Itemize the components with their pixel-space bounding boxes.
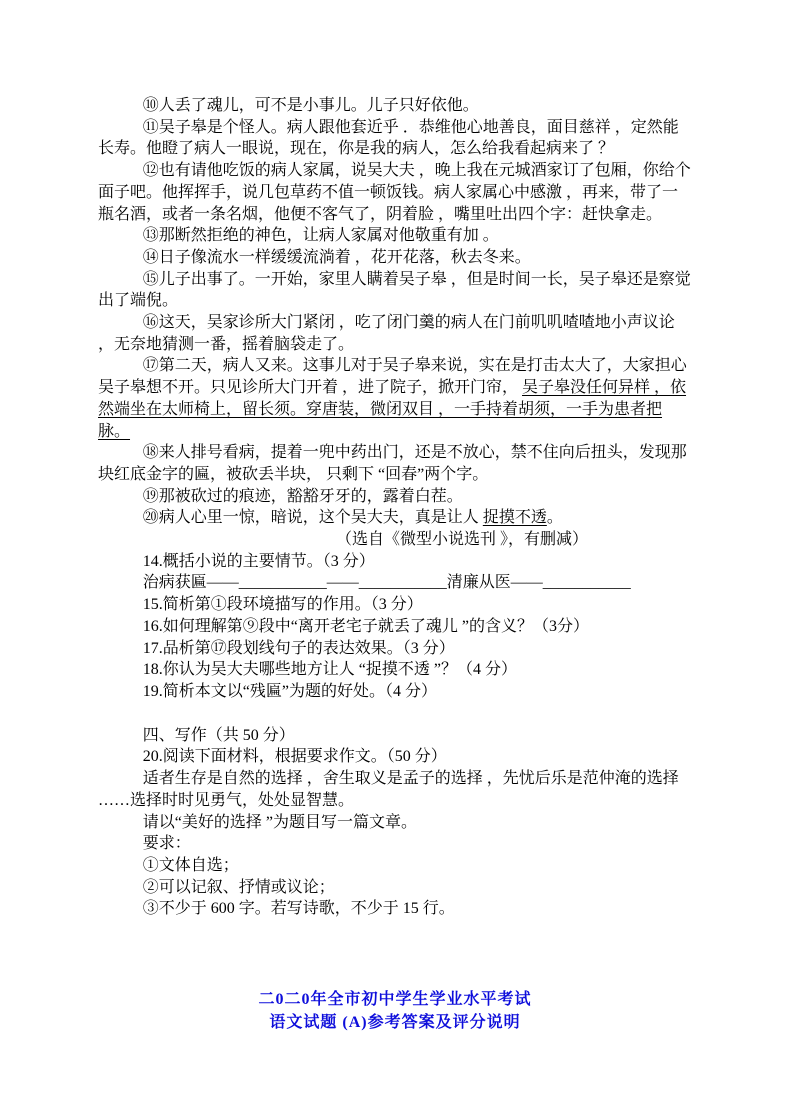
- passage-paragraph: [98, 312, 692, 355]
- writing-requirement-1: ①文体自选；: [142, 856, 239, 874]
- passage-text: ⑮儿子出事了。一开始，家里人瞒着吴子皋 ，但是时间一长，吴子皋还是察觉出了端倪。: [98, 270, 691, 310]
- passage-text: ⑯这天，吴家诊所大门紧闭 ，吃了闭门羹的病人在门前叽叽喳喳地小声议论 ，无奈地猜测一番，摇着脑袋走了。: [98, 314, 675, 353]
- passage-paragraph: [98, 486, 692, 508]
- question-17: 17.品析第⑰段划线句子的表达效果。（3 分）: [142, 639, 455, 657]
- passage-paragraph: [98, 507, 692, 529]
- writing-section: [98, 725, 692, 920]
- passage-paragraph: [98, 225, 692, 247]
- passage-paragraph: [98, 160, 692, 225]
- passage-text: ⑱来人排号看病，提着一兜中药出门，还是不放心，禁不住向后扭头，发现那块红底金字的匾，被砍丢半块， 只剩下 “回春”两个字。: [98, 444, 687, 483]
- passage-paragraph: [98, 269, 692, 312]
- passage-paragraph: [98, 95, 692, 117]
- question-20: 20.阅读下面材料，根据要求作文。（50 分）: [142, 748, 447, 766]
- passage-text: ⑭日子像流水一样缓缓流淌着 ，花开花落，秋去冬来。: [142, 248, 531, 266]
- writing-requirement-2: ②可以记叙、抒情或议论；: [142, 878, 335, 896]
- writing-requirements-label: 要求：: [142, 835, 191, 853]
- writing-topic-line: 请以“美好的选择 ”为题目写一篇文章。: [142, 813, 418, 831]
- question-14: 14.概括小说的主要情节。（3 分）: [142, 552, 375, 570]
- passage-paragraph: [98, 247, 692, 269]
- passage-text: ⑪吴子皋是个怪人。病人跟他套近乎 ．恭维他心地善良，面目慈祥 ，定然能长寿。他瞪了病人一眼说，现在，你是我的病人，怎么给我看起病来了 ？: [98, 118, 679, 158]
- passage-text: ⑬那断然拒绝的神色，让病人家属对他敬重有加 。: [142, 227, 499, 245]
- passage-paragraph: [98, 442, 692, 485]
- writing-material: 适者生存是自然的选择 ，舍生取义是孟子的选择 ，先忧后乐是范仲淹的选择 ……选择时时见勇气，处处显智慧。: [98, 770, 679, 809]
- reading-passage: [98, 95, 692, 529]
- writing-section-heading: 四、写作（共 50 分）: [142, 726, 295, 744]
- question-19: 19.简析本文以“残匾”为题的好处。（4 分）: [142, 682, 438, 700]
- section-spacer: [98, 703, 692, 725]
- question-16: 16.如何理解第⑨段中“离开老宅子就丢了魂儿 ”的含义？（3分）: [142, 617, 590, 635]
- question-15: 15.简析第①段环境描写的作用。（3 分）: [142, 596, 423, 614]
- question-18: 18.你认为吴大夫哪些地方让人 “捉摸不透 ”？（4 分）: [142, 661, 518, 679]
- passage-text: ⑩人丢了魂儿，可不是小事儿。儿子只好依他。: [142, 97, 479, 114]
- reading-questions: [98, 551, 692, 703]
- underlined-text: 吴子皋没任何异样 ，依然端坐在太师椅上，留长须。穿唐装，微闭双目 ，一手持着胡须，一手为患者把脉。: [98, 379, 687, 440]
- underlined-text: 捉摸不透: [482, 509, 547, 527]
- answer-key-title-line1: 二0二0年全市初中学生学业水平考试: [258, 991, 532, 1009]
- question-14-blanks: 治病获匾——___________——___________清廉从医——___________: [142, 574, 631, 592]
- passage-paragraph: [98, 355, 692, 442]
- answer-key-title: [0, 988, 790, 1034]
- passage-text: ⑰第二天，病人又来。这事儿对于吴子皋来说，实在是打击太大了，大家担心吴子皋想不开。只见诊所大门开着 ，进了院子，掀开门帘，: [98, 357, 687, 397]
- answer-key-title-line2: 语文试题 (A)参考答案及评分说明: [269, 1014, 521, 1032]
- passage-paragraph: [98, 117, 692, 160]
- passage-text: ⑲那被砍过的痕迹，豁豁牙牙的，露着白茬。: [142, 487, 463, 505]
- source-attribution: （选自《微型小说选刊 》，有删减）: [335, 531, 588, 549]
- passage-text: ⑳病人心里一惊，暗说，这个吴大夫，真是让人: [142, 509, 483, 527]
- writing-requirement-3: ③不少于 600 字。若写诗歌，不少于 15 行。: [142, 900, 455, 918]
- passage-text: ⑫也有请他吃饭的病人家属，说吴大夫 ，晚上我在元城酒家订了包厢，你给个面子吧。他挥挥手，说几包草药不值一顿饭钱。病人家属心中感激 ，再来，带了一瓶名酒，或者一条名烟，他便不客气了，阴着脸 ，嘴里吐出四个字：赶快拿走。: [98, 162, 691, 223]
- passage-text: 。: [546, 509, 563, 527]
